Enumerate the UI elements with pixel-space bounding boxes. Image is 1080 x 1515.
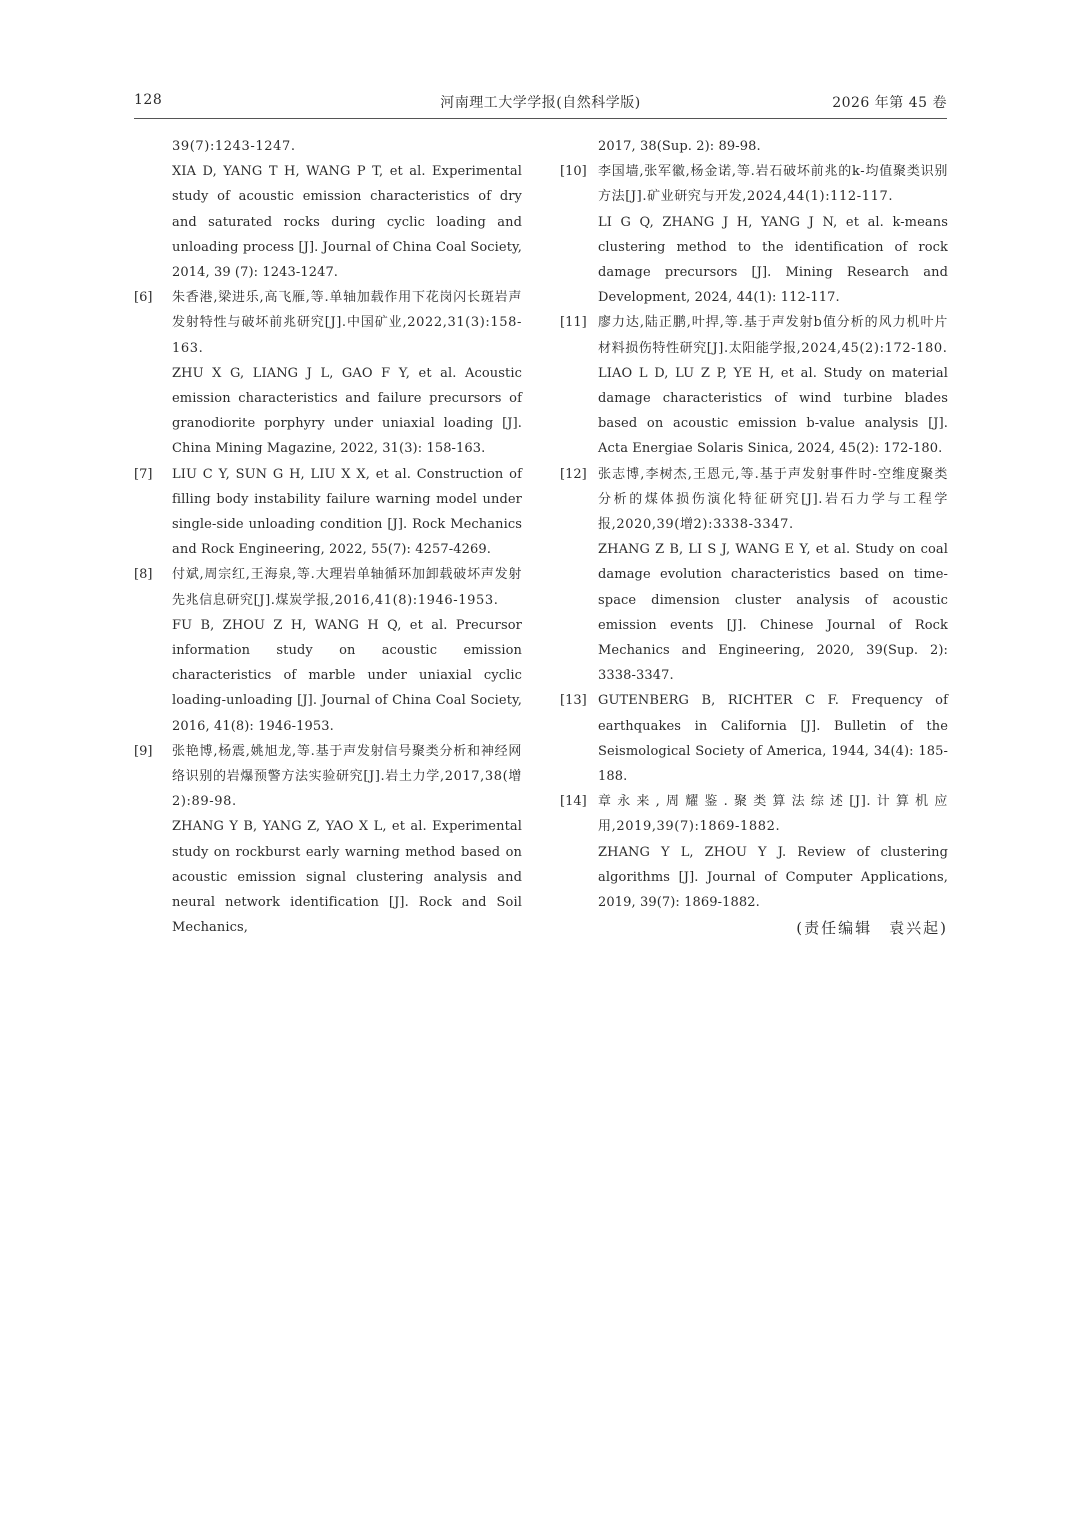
reference-text-chinese: 廖力达,陆正鹏,叶捍,等.基于声发射b值分析的风力机叶片材料损伤特性研究[J].太阳能学报,2024,45(2):172-180. [598, 315, 948, 356]
reference-number: [14] [560, 794, 587, 810]
reference-text-english: LI G Q, ZHANG J H, YANG J N, et al. k-means clustering method to the identification of rock damage precursors [J]. Mining Research and Development, 2024, 44(1): 112-117. [598, 214, 948, 306]
reference-item [560, 134, 948, 159]
reference-item [134, 562, 522, 738]
running-header [134, 88, 947, 119]
reference-text-chinese: 李国墙,张军徽,杨金诺,等.岩石破坏前兆的k-均值聚类识别方法[J].矿业研究与开发,2024,44(1):112-117. [598, 164, 948, 205]
left-column [134, 134, 522, 941]
reference-item [134, 462, 522, 563]
right-column [560, 134, 948, 938]
reference-number: [13] [560, 693, 587, 709]
reference-item [134, 134, 522, 285]
reference-text-chinese: 39(7):1243-1247. [172, 139, 296, 154]
journal-title: 河南理工大学学报(自然科学版) [440, 95, 641, 111]
reference-text-english: FU B, ZHOU Z H, WANG H Q, et al. Precursor information study on acoustic emission characteristics of marble under uniaxial cyclic loading-unloading [J]. Journal of China Coal Society, 2016, 41(8): 1946-1953. [172, 617, 522, 734]
reference-text-english: ZHANG Y L, ZHOU Y J. Review of clustering algorithms [J]. Journal of Computer Applications, 2019, 39(7): 1869-1882. [598, 844, 948, 911]
reference-number: [10] [560, 164, 587, 180]
reference-number: [6] [134, 290, 153, 306]
reference-item [134, 739, 522, 941]
reference-text-english: ZHU X G, LIANG J L, GAO F Y, et al. Acoustic emission characteristics and failure precursors of granodiorite porphyry under uniaxial loading [J]. China Mining Magazine, 2022, 31(3): 158-163. [172, 365, 522, 457]
reference-item [134, 285, 522, 461]
reference-text-chinese: 张志博,李树杰,王恩元,等.基于声发射事件时-空维度聚类分析的煤体损伤演化特征研究[J].岩石力学与工程学报,2020,39(增2):3338-3347. [598, 466, 948, 533]
reference-text-english: XIA D, YANG T H, WANG P T, et al. Experimental study of acoustic emission characteristics of dry and saturated rocks during cyclic loading and unloading process [J]. Journal of China Coal Society, 2014, 39 (7): 1243-1247. [172, 164, 522, 281]
reference-item [560, 789, 948, 915]
reference-text-english: ZHANG Y B, YANG Z, YAO X L, et al. Experimental study on rockburst early warning method based on acoustic emission signal clustering analysis and neural network identification [J]. Rock and Soil Mechanics, [172, 819, 522, 936]
editor-note: (责任编辑 袁兴起) [796, 919, 948, 938]
reference-text-english: 2017, 38(Sup. 2): 89-98. [598, 139, 761, 154]
reference-item [560, 310, 948, 461]
reference-text-english: LIU C Y, SUN G H, LIU X X, et al. Construction of filling body instability failure warning model under single-side unloading condition [J]. Rock Mechanics and Rock Engineering, 2022, 55(7): 4257-4269. [172, 466, 522, 558]
reference-item [560, 688, 948, 789]
reference-item [560, 159, 948, 310]
reference-text-english: LIAO L D, LU Z P, YE H, et al. Study on material damage characteristics of wind turbine blades based on acoustic emission b-value analysis [J]. Acta Energiae Solaris Sinica, 2024, 45(2): 172-180. [598, 365, 948, 457]
reference-number: [8] [134, 567, 153, 583]
reference-item [560, 462, 948, 689]
reference-number: [12] [560, 466, 587, 482]
page-number: 128 [134, 92, 163, 108]
reference-text-chinese: 章永来,周耀鉴.聚类算法综述[J].计算机应用,2019,39(7):1869-1882. [598, 794, 948, 835]
volume-info: 2026 年第 45 卷 [832, 95, 947, 111]
reference-number: [9] [134, 743, 153, 759]
reference-text-english: ZHANG Z B, LI S J, WANG E Y, et al. Study on coal damage evolution characteristics based on time-space dimension cluster analysis of acoustic emission events [J]. Chinese Journal of Rock Mechanics and Engineering, 2020, 39(Sup. 2): 3338-3347. [598, 542, 948, 684]
reference-text-chinese: 张艳博,杨震,姚旭龙,等.基于声发射信号聚类分析和神经网络识别的岩爆预警方法实验研究[J].岩土力学,2017,38(增2):89-98. [172, 743, 522, 810]
reference-text-english: GUTENBERG B, RICHTER C F. Frequency of earthquakes in California [J]. Bulletin of the Seismological Society of America, 1944, 34(4): 185-188. [598, 693, 948, 785]
reference-number: [11] [560, 315, 587, 331]
reference-text-chinese: 朱香港,梁进乐,高飞雁,等.单轴加载作用下花岗闪长斑岩声发射特性与破坏前兆研究[J].中国矿业,2022,31(3):158-163. [172, 290, 522, 356]
reference-number: [7] [134, 466, 153, 482]
reference-text-chinese: 付斌,周宗红,王海泉,等.大理岩单轴循环加卸载破坏声发射先兆信息研究[J].煤炭学报,2016,41(8):1946-1953. [172, 567, 522, 608]
